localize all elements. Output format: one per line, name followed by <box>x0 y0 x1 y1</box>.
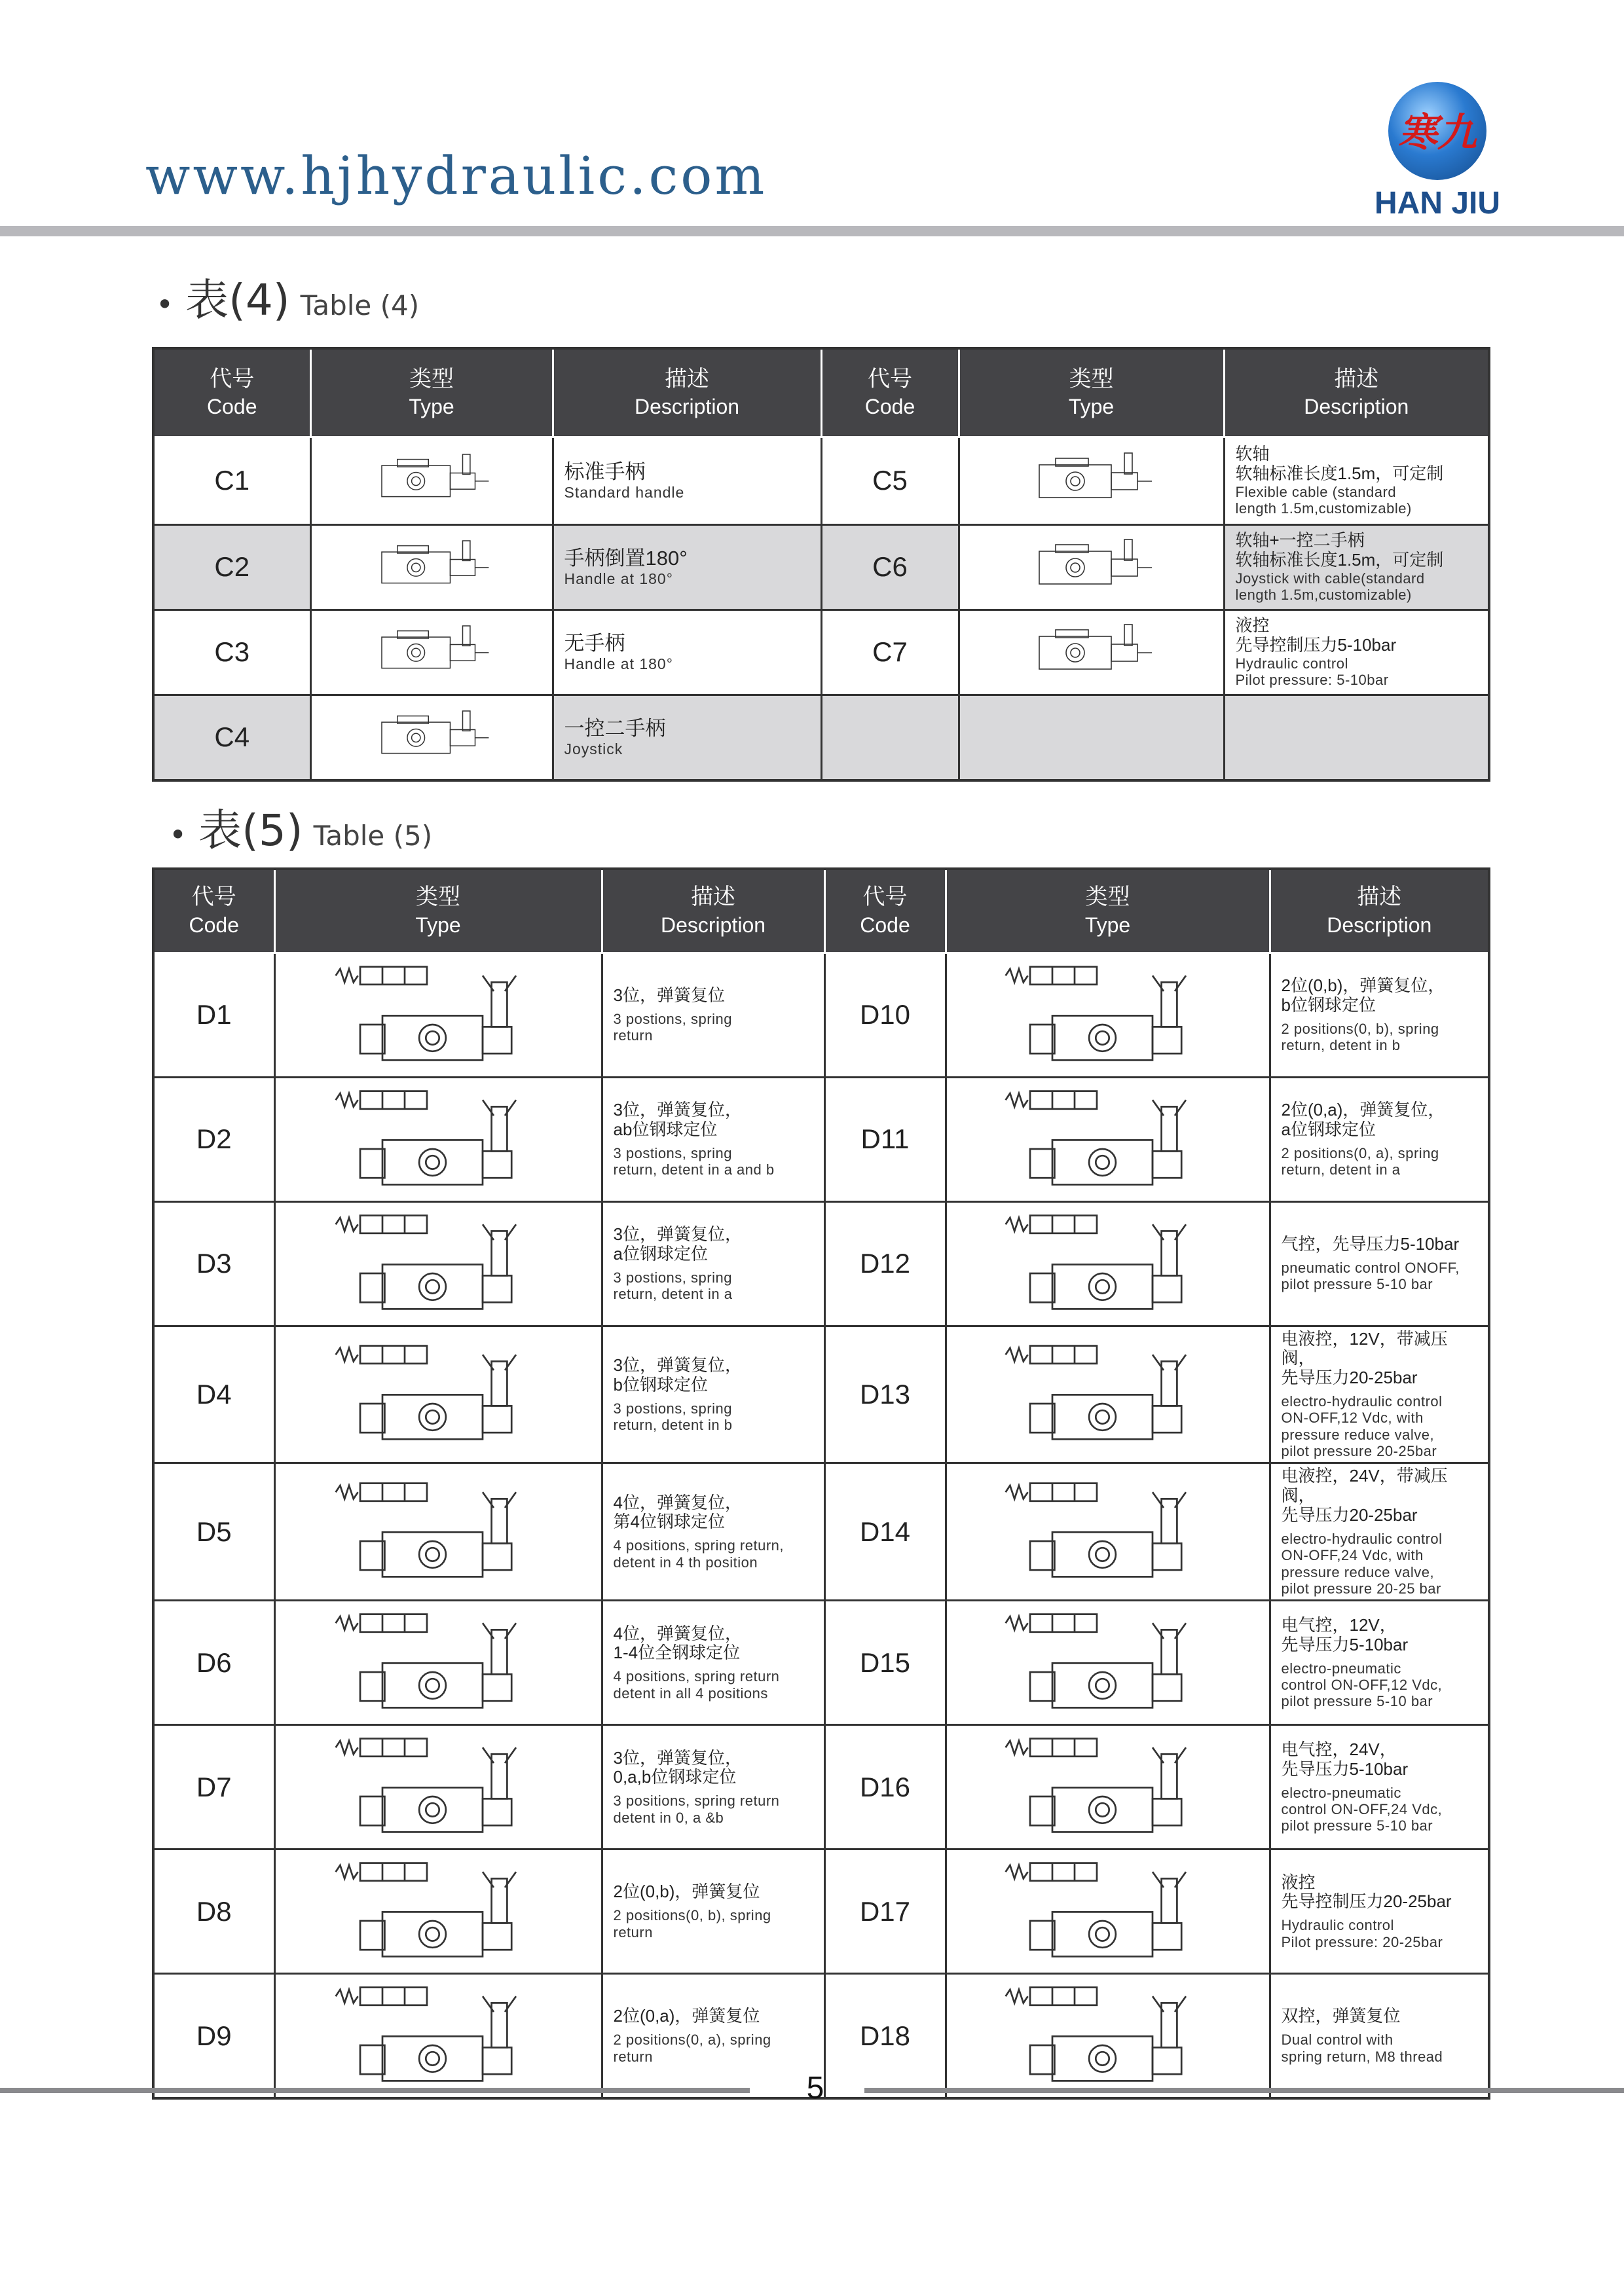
desc-cn: 标准手柄 <box>564 460 646 483</box>
desc-cn: 0,a,b位钢球定位 <box>613 1767 737 1787</box>
desc-line: 软轴标准长度1.5m，可定制 <box>1235 549 1444 570</box>
d11-illustration <box>970 1082 1246 1194</box>
row-code: D4 <box>153 1326 274 1463</box>
row-code: D15 <box>824 1601 946 1725</box>
row-type <box>274 1463 602 1601</box>
desc-gap <box>614 1663 817 1668</box>
logo-characters: 寒九 <box>1398 110 1477 156</box>
desc-gap <box>1282 2026 1482 2032</box>
row-description <box>1270 1201 1489 1326</box>
row-type <box>274 1201 602 1326</box>
table4-title-en: Table (4) <box>300 289 420 321</box>
table5 <box>152 867 1490 2100</box>
desc-line: length 1.5m,customizable) <box>1235 500 1412 517</box>
row-type <box>946 1850 1270 1974</box>
table4 <box>152 347 1490 782</box>
desc-cn: 电液控，12V，带减压阀， <box>1281 1328 1448 1368</box>
desc-gap <box>614 1006 817 1011</box>
footer-divider-right <box>864 2088 1624 2093</box>
desc-cn: 双控，弹簧复位 <box>1281 2006 1401 2026</box>
table4-header-description: 描述 Description <box>553 348 821 437</box>
desc-cn: b位钢球定位 <box>613 1374 708 1394</box>
joystick-illustration <box>369 700 494 772</box>
row-description <box>1270 1326 1489 1463</box>
desc-en: return, detent in b <box>613 1416 733 1433</box>
table-row <box>153 1463 1489 1601</box>
desc-en: 3 postions, spring <box>613 1010 732 1027</box>
d15-electro-pneumatic-illustration <box>970 1605 1246 1717</box>
row-code: D18 <box>824 1974 946 2099</box>
desc-gap <box>614 2026 817 2032</box>
desc-en: return <box>613 2048 653 2065</box>
table-row <box>153 437 1489 524</box>
desc-en: return, detent in a <box>1281 1161 1401 1178</box>
desc-en: Hydraulic control <box>1281 1917 1394 1934</box>
desc-en: 3 postions, spring <box>613 1400 732 1417</box>
table4-header-description: 描述 Description <box>1224 348 1489 437</box>
row-type <box>274 1974 602 2099</box>
desc-en: 2 positions(0, a), spring <box>613 2032 771 2049</box>
desc-en: return <box>613 1027 653 1044</box>
row-type <box>310 437 553 524</box>
desc-en: Handle at 180° <box>564 570 673 587</box>
desc-cn: 3位，弹簧复位， <box>613 1355 742 1375</box>
desc-en: spring return, M8 thread <box>1281 2048 1443 2065</box>
table-row <box>153 1077 1489 1201</box>
table5-header-type: 类型 Type <box>274 869 602 953</box>
desc-en: 3 positions, spring return <box>613 1793 780 1810</box>
row-description <box>602 1601 824 1725</box>
row-code: D2 <box>153 1077 274 1201</box>
desc-cn: 先导控制压力20-25bar <box>1281 1891 1452 1912</box>
desc-line: Flexible cable (standard <box>1235 483 1397 500</box>
desc-en: detent in 4 th position <box>613 1554 758 1571</box>
d6-illustration <box>301 1605 576 1717</box>
standard-handle-illustration <box>369 443 494 515</box>
desc-cn: 液控 <box>1281 1872 1316 1892</box>
desc-gap <box>614 1264 817 1269</box>
table-row <box>153 1201 1489 1326</box>
row-code: D8 <box>153 1850 274 1974</box>
table4-header-code: 代号 Code <box>153 348 310 437</box>
row-type <box>946 1974 1270 2099</box>
row-description <box>1270 1725 1489 1850</box>
desc-cn: 2位(0,b)，弹簧复位 <box>613 1882 760 1902</box>
table-row <box>153 1725 1489 1850</box>
empty-cell <box>959 695 1224 780</box>
handle-180-illustration <box>369 530 494 602</box>
desc-gap <box>1282 1525 1482 1531</box>
desc-cn: 4位，弹簧复位， <box>613 1492 742 1512</box>
desc-cn: 无手柄 <box>564 631 625 655</box>
desc-gap <box>614 1532 817 1537</box>
desc-cn: 3位，弹簧复位 <box>613 985 725 1005</box>
desc-cn: 4位，弹簧复位， <box>613 1623 742 1643</box>
desc-cn: 1-4位全钢球定位 <box>613 1643 741 1663</box>
row-description <box>1224 524 1489 610</box>
d1-spring-return-illustration <box>301 958 576 1069</box>
table-row <box>153 695 1489 780</box>
desc-line: Pilot pressure: 5-10bar <box>1235 671 1389 688</box>
row-description <box>553 695 821 780</box>
flexible-cable-illustration <box>993 446 1190 512</box>
table5-header-description: 描述 Description <box>602 869 824 953</box>
desc-line: length 1.5m,customizable) <box>1235 586 1412 603</box>
row-type <box>946 1463 1270 1601</box>
desc-cn: 2位(0,a)，弹簧复位 <box>613 2006 760 2026</box>
row-code: D10 <box>824 953 946 1077</box>
table5-title-en: Table (5) <box>313 820 433 852</box>
table4-header-code: 代号 Code <box>821 348 959 437</box>
table-row <box>153 1601 1489 1725</box>
joystick-cable-illustration <box>993 533 1190 598</box>
desc-en: control ON-OFF,12 Vdc, <box>1281 1676 1443 1693</box>
desc-en: 4 positions, spring return, <box>613 1537 784 1554</box>
row-description <box>1224 437 1489 524</box>
desc-gap <box>1282 1388 1482 1393</box>
row-description <box>1270 1463 1489 1601</box>
table5-header-code: 代号 Code <box>153 869 274 953</box>
site-url[interactable]: www.hjhydraulic.com <box>145 145 767 206</box>
desc-line: 软轴+一控二手柄 <box>1235 530 1365 550</box>
header-divider <box>0 226 1624 236</box>
row-description <box>1224 610 1489 695</box>
row-type <box>274 1850 602 1974</box>
desc-en: pilot pressure 20-25bar <box>1281 1443 1437 1460</box>
d8-illustration <box>301 1854 576 1965</box>
desc-cn: 3位，弹簧复位， <box>613 1747 742 1768</box>
table5-header-description: 描述 Description <box>1270 869 1489 953</box>
desc-en: pilot pressure 20-25 bar <box>1281 1580 1441 1597</box>
d13-electro-hydraulic-illustration <box>970 1337 1246 1448</box>
desc-line: 软轴 <box>1235 443 1270 464</box>
desc-gap <box>614 1395 817 1400</box>
table4-title-cn: 表(4) <box>185 275 290 325</box>
page-number: 5 <box>806 2071 824 2105</box>
row-code: D14 <box>824 1463 946 1601</box>
desc-cn: 3位，弹簧复位， <box>613 1224 742 1244</box>
desc-en: return <box>613 1923 653 1941</box>
desc-en: pressure reduce valve, <box>1281 1426 1435 1443</box>
row-type <box>310 610 553 695</box>
desc-en: pilot pressure 5-10 bar <box>1281 1275 1433 1292</box>
desc-cn: 3位，弹簧复位， <box>613 1099 742 1120</box>
row-code: C5 <box>821 437 959 524</box>
desc-en: pressure reduce valve, <box>1281 1563 1435 1580</box>
row-description <box>602 1850 824 1974</box>
row-description <box>602 1463 824 1601</box>
row-description <box>1270 1601 1489 1725</box>
desc-cn: a位钢球定位 <box>1281 1119 1376 1139</box>
d9-illustration <box>301 1978 576 2090</box>
row-description <box>602 1077 824 1201</box>
desc-cn: 先导压力20-25bar <box>1281 1368 1418 1388</box>
row-code: C7 <box>821 610 959 695</box>
footer-divider-left <box>0 2088 750 2093</box>
desc-cn: a位钢球定位 <box>613 1243 708 1264</box>
desc-en: 2 positions(0, b), spring <box>1281 1020 1439 1037</box>
row-code: D11 <box>824 1077 946 1201</box>
desc-en: electro-pneumatic <box>1281 1784 1401 1801</box>
desc-en: Pilot pressure: 20-25bar <box>1281 1933 1443 1950</box>
desc-gap <box>1282 1254 1482 1260</box>
row-code: C4 <box>153 695 310 780</box>
d2-illustration <box>301 1082 576 1194</box>
desc-cn: ab位钢球定位 <box>613 1119 718 1139</box>
desc-cn: 先导压力5-10bar <box>1281 1758 1409 1779</box>
desc-en: electro-hydraulic control <box>1281 1393 1443 1410</box>
row-code: D16 <box>824 1725 946 1850</box>
desc-en: 4 positions, spring return <box>613 1668 780 1685</box>
row-code: C3 <box>153 610 310 695</box>
desc-cn: 手柄倒置180° <box>564 546 688 570</box>
row-type <box>946 953 1270 1077</box>
desc-line: 先导控制压力5-10bar <box>1235 634 1397 655</box>
table4-header-type: 类型 Type <box>959 348 1224 437</box>
desc-cn: 气控，先导压力5-10bar <box>1281 1233 1460 1254</box>
table5-title: • 表(5) Table (5) <box>169 795 432 858</box>
row-type <box>274 1077 602 1201</box>
desc-gap <box>1282 1655 1482 1660</box>
desc-en: Joystick <box>564 740 623 757</box>
hydraulic-control-illustration <box>993 618 1190 683</box>
table-row <box>153 524 1489 610</box>
desc-en: pilot pressure 5-10 bar <box>1281 1693 1433 1710</box>
empty-cell <box>821 695 959 780</box>
desc-cn: 电气控，12V， <box>1281 1614 1397 1635</box>
row-code: D12 <box>824 1201 946 1326</box>
d14-electro-hydraulic-illustration <box>970 1474 1246 1586</box>
row-description <box>553 437 821 524</box>
table5-header-type: 类型 Type <box>946 869 1270 953</box>
desc-gap <box>1282 1140 1482 1145</box>
d3-illustration <box>301 1207 576 1318</box>
desc-line: 软轴标准长度1.5m，可定制 <box>1235 463 1444 483</box>
desc-en: Handle at 180° <box>564 655 673 672</box>
desc-en: ON-OFF,24 Vdc, with <box>1281 1547 1424 1564</box>
row-code: D13 <box>824 1326 946 1463</box>
row-type <box>946 1201 1270 1326</box>
desc-en: 3 postions, spring <box>613 1144 732 1161</box>
row-description <box>553 524 821 610</box>
desc-gap <box>1282 1912 1482 1917</box>
desc-en: pilot pressure 5-10 bar <box>1281 1817 1433 1834</box>
row-type <box>274 1326 602 1463</box>
desc-cn: 一控二手柄 <box>564 716 666 740</box>
row-description <box>1270 953 1489 1077</box>
desc-en: pneumatic control ONOFF, <box>1281 1259 1460 1276</box>
row-code: D3 <box>153 1201 274 1326</box>
table4-title: • 表(4) Table (4) <box>156 265 419 327</box>
no-handle-illustration <box>369 615 494 687</box>
row-description <box>602 1725 824 1850</box>
desc-en: detent in all 4 positions <box>613 1685 768 1702</box>
d5-illustration <box>301 1474 576 1586</box>
desc-gap <box>614 1140 817 1145</box>
desc-cn: 先导压力5-10bar <box>1281 1634 1409 1654</box>
row-type <box>274 953 602 1077</box>
row-description <box>602 1326 824 1463</box>
row-code: D6 <box>153 1601 274 1725</box>
desc-cn: b位钢球定位 <box>1281 994 1376 1015</box>
row-type <box>310 695 553 780</box>
row-code: D9 <box>153 1974 274 2099</box>
row-code: D17 <box>824 1850 946 1974</box>
desc-en: electro-hydraulic control <box>1281 1531 1443 1548</box>
desc-en: 2 positions(0, b), spring <box>613 1907 771 1924</box>
desc-cn: 电气控，24V， <box>1281 1739 1397 1759</box>
desc-en: control ON-OFF,24 Vdc, <box>1281 1800 1443 1817</box>
table5-title-cn: 表(5) <box>198 805 303 856</box>
desc-en: return, detent in a <box>613 1285 733 1302</box>
row-type <box>959 610 1224 695</box>
desc-cn: 电液控，24V，带减压阀， <box>1281 1466 1448 1506</box>
desc-gap <box>614 1787 817 1793</box>
row-description <box>1270 1850 1489 1974</box>
table-row <box>153 610 1489 695</box>
row-code: C1 <box>153 437 310 524</box>
row-type <box>946 1601 1270 1725</box>
row-description <box>602 1974 824 2099</box>
desc-en: ON-OFF,12 Vdc, with <box>1281 1410 1424 1427</box>
desc-en: electro-pneumatic <box>1281 1660 1401 1677</box>
desc-cn: 2位(0,b)，弹簧复位， <box>1281 975 1445 995</box>
row-code: C6 <box>821 524 959 610</box>
table-row <box>153 1850 1489 1974</box>
desc-en: 3 postions, spring <box>613 1269 732 1286</box>
row-description <box>602 953 824 1077</box>
d4-illustration <box>301 1337 576 1448</box>
row-type <box>310 524 553 610</box>
desc-en: 2 positions(0, a), spring <box>1281 1144 1439 1161</box>
row-description <box>1270 1974 1489 2099</box>
row-code: D1 <box>153 953 274 1077</box>
desc-en: Dual control with <box>1281 2032 1393 2049</box>
desc-gap <box>614 1902 817 1907</box>
desc-en: return, detent in a and b <box>613 1161 775 1178</box>
row-type <box>274 1725 602 1850</box>
desc-line: 液控 <box>1235 615 1270 635</box>
row-description <box>553 610 821 695</box>
desc-cn: 第4位钢球定位 <box>613 1512 725 1532</box>
desc-en: Standard handle <box>564 483 685 501</box>
row-type <box>946 1077 1270 1201</box>
table-row <box>153 1326 1489 1463</box>
row-description <box>602 1201 824 1326</box>
table4-header-type: 类型 Type <box>310 348 553 437</box>
row-type <box>959 524 1224 610</box>
row-code: D5 <box>153 1463 274 1601</box>
d16-electro-pneumatic-illustration <box>970 1730 1246 1841</box>
table5-header-code: 代号 Code <box>824 869 946 953</box>
row-type <box>274 1601 602 1725</box>
empty-cell <box>1224 695 1489 780</box>
desc-en: return, detent in b <box>1281 1036 1401 1053</box>
han-jiu-logo <box>1365 82 1509 223</box>
d18-dual-control-illustration <box>970 1978 1246 2090</box>
row-code: D7 <box>153 1725 274 1850</box>
desc-en: detent in 0, a &b <box>613 1809 724 1826</box>
table-row <box>153 953 1489 1077</box>
logo-text: HAN JIU <box>1374 186 1501 221</box>
d7-illustration <box>301 1730 576 1841</box>
desc-gap <box>1282 1779 1482 1785</box>
d10-illustration <box>970 958 1246 1069</box>
desc-cn: 2位(0,a)，弹簧复位， <box>1281 1099 1445 1120</box>
row-code: C2 <box>153 524 310 610</box>
row-type <box>959 437 1224 524</box>
d12-pneumatic-illustration <box>970 1207 1246 1318</box>
desc-gap <box>1282 1015 1482 1021</box>
desc-line: Hydraulic control <box>1235 655 1348 672</box>
desc-cn: 先导压力20-25bar <box>1281 1505 1418 1525</box>
desc-line: Joystick with cable(standard <box>1235 570 1425 587</box>
d17-hydraulic-illustration <box>970 1854 1246 1965</box>
row-description <box>1270 1077 1489 1201</box>
row-type <box>946 1725 1270 1850</box>
row-type <box>946 1326 1270 1463</box>
